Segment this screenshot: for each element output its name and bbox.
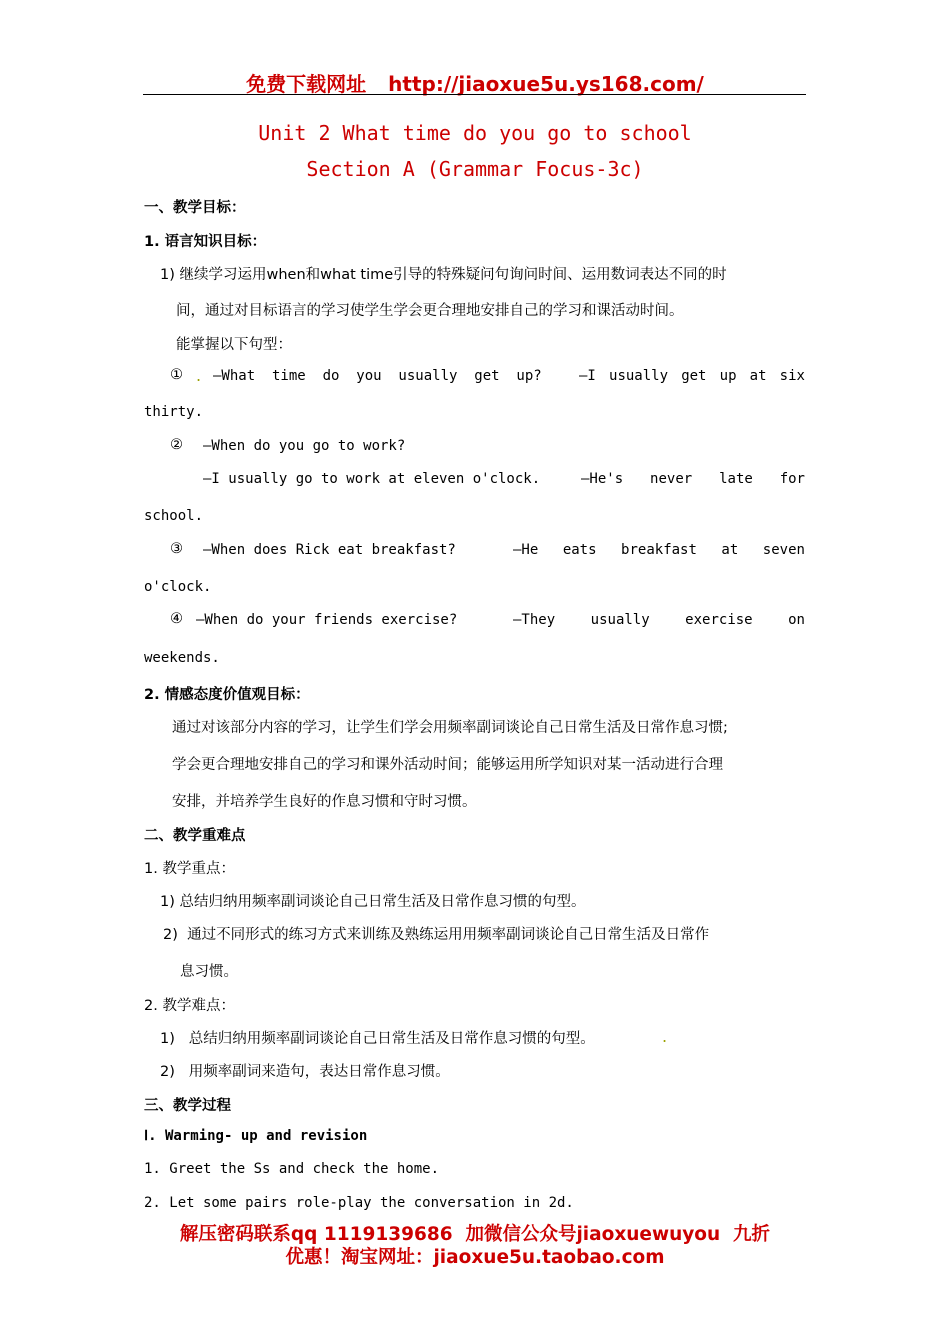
key-point-1: 1) 总结归纳用频率副词谈论自己日常生活及日常作息习惯的句型。 <box>160 894 586 910</box>
sentence2-answer: —I usually go to work at eleven o'clock. <box>203 471 541 487</box>
sentence2-question: —When do you go to work? <box>203 438 406 454</box>
difficult-points-title: 2. 教学难点： <box>144 998 235 1014</box>
sentence3-number: ③ <box>170 541 183 557</box>
paragraph1-line3: 能掌握以下句型： <box>176 337 292 353</box>
document-subtitle: Section A (Grammar Focus-3c) <box>306 157 644 181</box>
header-label: 免费下载网址 <box>246 72 367 96</box>
paragraph2-line3: 安排，并培养学生良好的作息习惯和守时习惯。 <box>172 794 477 810</box>
sentence3-continuation: o'clock. <box>144 579 212 595</box>
sentence4-answer: —They usually exercise on <box>513 612 805 628</box>
footer-line2: 优惠！淘宝网址：jiaoxue5u.taobao.com <box>285 1247 665 1268</box>
difficult-point-2: 2) 用频率副词来造句，表达日常作息习惯。 <box>160 1064 450 1080</box>
sentence4-continuation: weekends. <box>144 650 220 666</box>
sentence1-number: ① <box>170 367 183 383</box>
key-point-2-line2: 息习惯。 <box>180 964 238 980</box>
page-header <box>0 68 950 97</box>
difficult-point-1: 1) 总结归纳用频率副词谈论自己日常生活及日常作息习惯的句型。 <box>160 1031 595 1047</box>
section1-heading: 一、教学目标： <box>144 200 246 216</box>
section2-heading: 二、教学重难点 <box>144 828 246 844</box>
footer-line1: 解压密码联系qq 1119139686 加微信公众号jiaoxuewuyou 九折 <box>179 1224 771 1245</box>
key-points-title: 1. 教学重点： <box>144 861 235 877</box>
paragraph1-line1: 1) 继续学习运用when和what time引导的特殊疑问句询问时间、运用数词表达不同的时 <box>160 267 727 283</box>
sentence2-number: ② <box>170 437 183 453</box>
sentence2-continuation: school. <box>144 508 204 524</box>
stray-dot: . <box>196 366 202 385</box>
sentence2-extra: —He's never late for <box>581 471 805 487</box>
sentence3-answer: —He eats breakfast at seven <box>513 542 805 558</box>
sentence1-answer: —I usually get up at six <box>579 368 805 384</box>
sentence4-number: ④ <box>170 611 183 627</box>
step-2: 2. Let some pairs role-play the conversation in 2d. <box>144 1195 574 1211</box>
step-1: 1. Greet the Ss and check the home. <box>144 1161 440 1177</box>
sentence3-question: —When does Rick eat breakfast? <box>203 542 456 558</box>
section1-sub1: 1. 语言知识目标： <box>144 234 267 250</box>
paragraph2-line2: 学会更合理地安排自己的学习和课外活动时间；能够运用所学知识对某一活动进行合理 <box>172 757 723 773</box>
stray-dot: . <box>662 1027 668 1046</box>
section3-heading: 三、教学过程 <box>144 1098 231 1114</box>
sentence4-question: —When do your friends exercise? <box>196 612 458 628</box>
document-title: Unit 2 What time do you go to school <box>258 121 692 145</box>
sentence1-continuation: thirty. <box>144 404 204 420</box>
key-point-2-line1: 2) 通过不同形式的练习方式来训练及熟练运用用频率副词谈论自己日常生活及日常作 <box>163 927 710 943</box>
section1-sub2: 2. 情感态度价值观目标： <box>144 687 310 703</box>
sentence1-question: —What time do you usually get up? <box>213 368 542 384</box>
paragraph1-line2: 间，通过对目标语言的学习使学生学会更合理地安排自己的学习和课活动时间。 <box>176 303 684 319</box>
step-title: Ⅰ. Warming- up and revision <box>144 1128 368 1144</box>
header-url-link[interactable]: http://jiaoxue5u.ys168.com/ <box>388 72 704 96</box>
paragraph2-line1: 通过对该部分内容的学习，让学生们学会用频率副词谈论自己日常生活及日常作息习惯; <box>172 720 728 736</box>
header-divider <box>143 94 806 95</box>
